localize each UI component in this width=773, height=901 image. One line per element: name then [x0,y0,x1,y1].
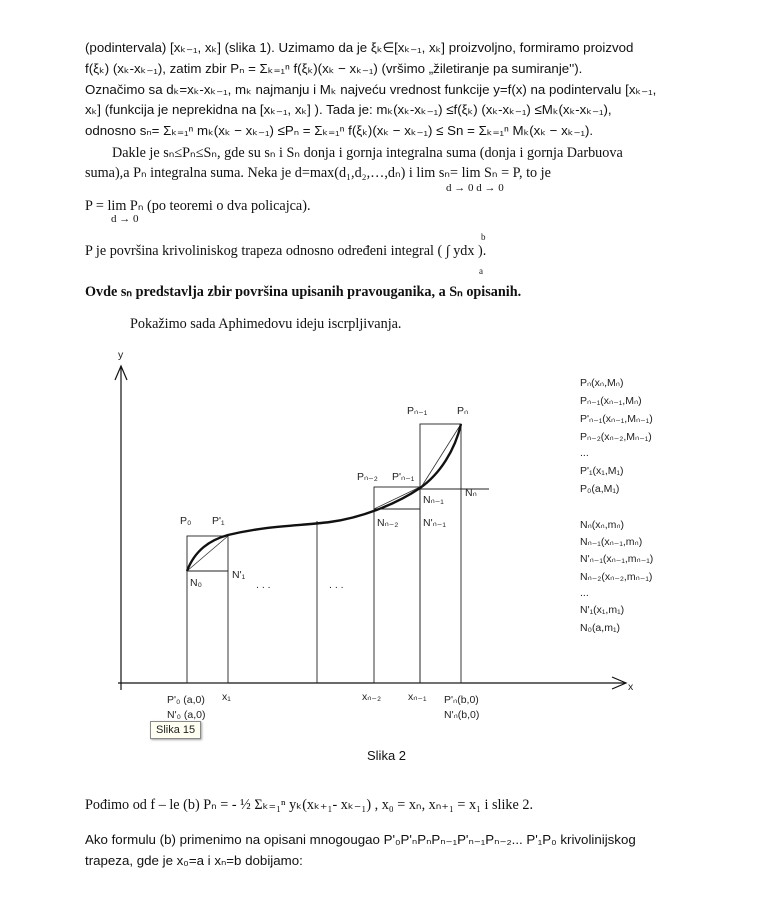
label-pn-1-prime: P'ₙ₋₁ [392,471,415,483]
figure-tooltip: Slika 15 [150,721,201,739]
legend-p-item: ... [580,447,589,459]
label-n0: N₀ [190,577,202,589]
limit-subscript-2: d → 0 [111,213,139,225]
legend-p-item: P'ₙ₋₁(xₙ₋₁,Mₙ₋₁) [580,413,653,425]
ellipsis-left: . . . [256,579,271,591]
label-nn-1-prime: N'ₙ₋₁ [423,517,446,529]
legend-n-item: ... [580,587,589,599]
paragraph-line-13: Ako formulu (b) primenimo na opisani mnogougao P'₀P'ₙPₙPₙ₋₁P'ₙ₋₁Pₙ₋₂... P'₁P₀ krivolinijskog [85,832,636,847]
limit-subscript-1: d → 0 d → 0 [446,182,504,194]
paragraph-line-6: Dakle je sₙ≤Pₙ≤Sₙ, gde su sₙ i Sₙ donja i gornja integralna suma (donja i gornja Darbuova [112,145,623,161]
figure-slika-2 [0,340,773,750]
paragraph-line-10: Ovde sₙ predstavlja zbir površina upisanih pravouganika, a Sₙ opisanih. [85,284,522,300]
label-n0-prime-a0: N'₀ (a,0) [167,709,206,721]
legend-n-list [580,519,653,634]
strip-n-1 [420,424,461,683]
label-p0-prime-a0: P'₀ (a,0) [167,694,205,706]
label-nn-2: Nₙ₋₂ [377,517,399,529]
legend-p-item: Pₙ₋₂(xₙ₋₂,Mₙ₋₁) [580,431,652,443]
chord-n-1 [420,424,461,489]
paragraph-line-3: Označimo sa dₖ=xₖ-xₖ₋₁, mₖ najmanju i Mₖ najveću vrednost funkcije y=f(x) na podintervalu [xₖ₋₁, [85,82,657,97]
label-nn-1: Nₙ₋₁ [423,494,444,506]
figure-caption: Slika 2 [367,748,407,763]
x-axis-label: x [628,681,634,693]
ellipsis-right: . . . [329,579,344,591]
integral-lower-bound: a [479,266,483,276]
paragraph-line-11: Pokažimo sada Aphimedovu ideju iscrpljivanja. [130,316,402,332]
label-xn-1: xₙ₋₁ [408,691,427,703]
paragraph-line-7: suma),a Pₙ integralna suma. Neka je d=max(d₁,d₂,…,dₙ) i lim sₙ= lim Sₙ = P, to je [85,165,551,181]
legend-p-item: P₀(a,M₁) [580,483,620,495]
legend-n-item: Nₙ₋₁(xₙ₋₁,mₙ) [580,536,643,548]
legend-n-item: Nₙ₋₂(xₙ₋₂,mₙ₋₁) [580,571,653,583]
paragraph-line-4: xₖ] (funkcija je neprekidna na [xₖ₋₁, xₖ] ). Tada je: mₖ(xₖ-xₖ₋₁) ≤f(ξₖ) (xₖ-xₖ₋₁) ≤Mₖ(xₖ-xₖ₋₁), [85,102,612,117]
paragraph-line-14: trapeza, gde je x₀=a i xₙ=b dobijamo: [85,853,303,868]
label-p0: P₀ [180,515,192,527]
label-pn-1: Pₙ₋₁ [407,405,428,417]
paragraph-line-1: (podintervala) [xₖ₋₁, xₖ] (slika 1). Uzimamo da je ξₖ∈[xₖ₋₁, xₖ] proizvoljno, formiramo proizvod [85,40,634,55]
integral-upper-bound: b [481,232,486,242]
legend-n-item: N'ₙ₋₁(xₙ₋₁,mₙ₋₁) [580,553,654,565]
label-pn-2: Pₙ₋₂ [357,471,378,483]
chord-n-2 [374,487,420,509]
paragraph-line-12: Pođimo od f – le (b) Pₙ = - ½ Σₖ₌₁ⁿ yₖ(xₖ₊₁- xₖ₋₁) , x₀ = xₙ, xₙ₊₁ = x₁ i slike 2. [85,797,534,813]
legend-p-list [580,377,653,495]
label-pn-prime-b0: P'ₙ(b,0) [444,694,479,706]
y-axis-label: y [118,349,124,361]
label-x1: x₁ [222,691,231,703]
label-xn-2: xₙ₋₂ [362,691,382,703]
paragraph-line-9: P je površina krivoliniskog trapeza odnosno određeni integral ( ∫ ydx ). [85,243,487,259]
paragraph-line-5: odnosno sₙ= Σₖ₌₁ⁿ mₖ(xₖ − xₖ₋₁) ≤Pₙ = Σₖ₌₁ⁿ f(ξₖ)(xₖ − xₖ₋₁) ≤ Sn = Σₖ₌₁ⁿ Mₖ(xₖ − xₖ₋₁). [85,123,594,138]
label-nn: Nₙ [465,487,477,499]
paragraph-line-2: f(ξₖ) (xₖ-xₖ₋₁), zatim zbir Pₙ = Σₖ₌₁ⁿ f(ξₖ)(xₖ − xₖ₋₁) (vršimo „žiletiranje pa sumiranje''). [85,61,583,76]
legend-n-item: N'₁(x₁,m₁) [580,604,625,616]
label-nn-prime-b0: N'ₙ(b,0) [444,709,480,721]
legend-p-item: Pₙ₋₁(xₙ₋₁,Mₙ) [580,395,642,407]
label-pn: Pₙ [457,405,469,417]
legend-p-item: P'₁(x₁,M₁) [580,465,624,477]
legend-p-item: Pₙ(xₙ,Mₙ) [580,377,624,389]
chord-first [187,536,228,571]
formula-p-limit: P = lim Pₙ (po teoremi o dva policajca). [85,198,311,214]
legend-n-item: Nₙ(xₙ,mₙ) [580,519,625,531]
label-n1-prime: N'₁ [232,569,246,581]
label-p1-prime: P'₁ [212,515,225,527]
legend-n-item: N₀(a,m₁) [580,622,620,634]
